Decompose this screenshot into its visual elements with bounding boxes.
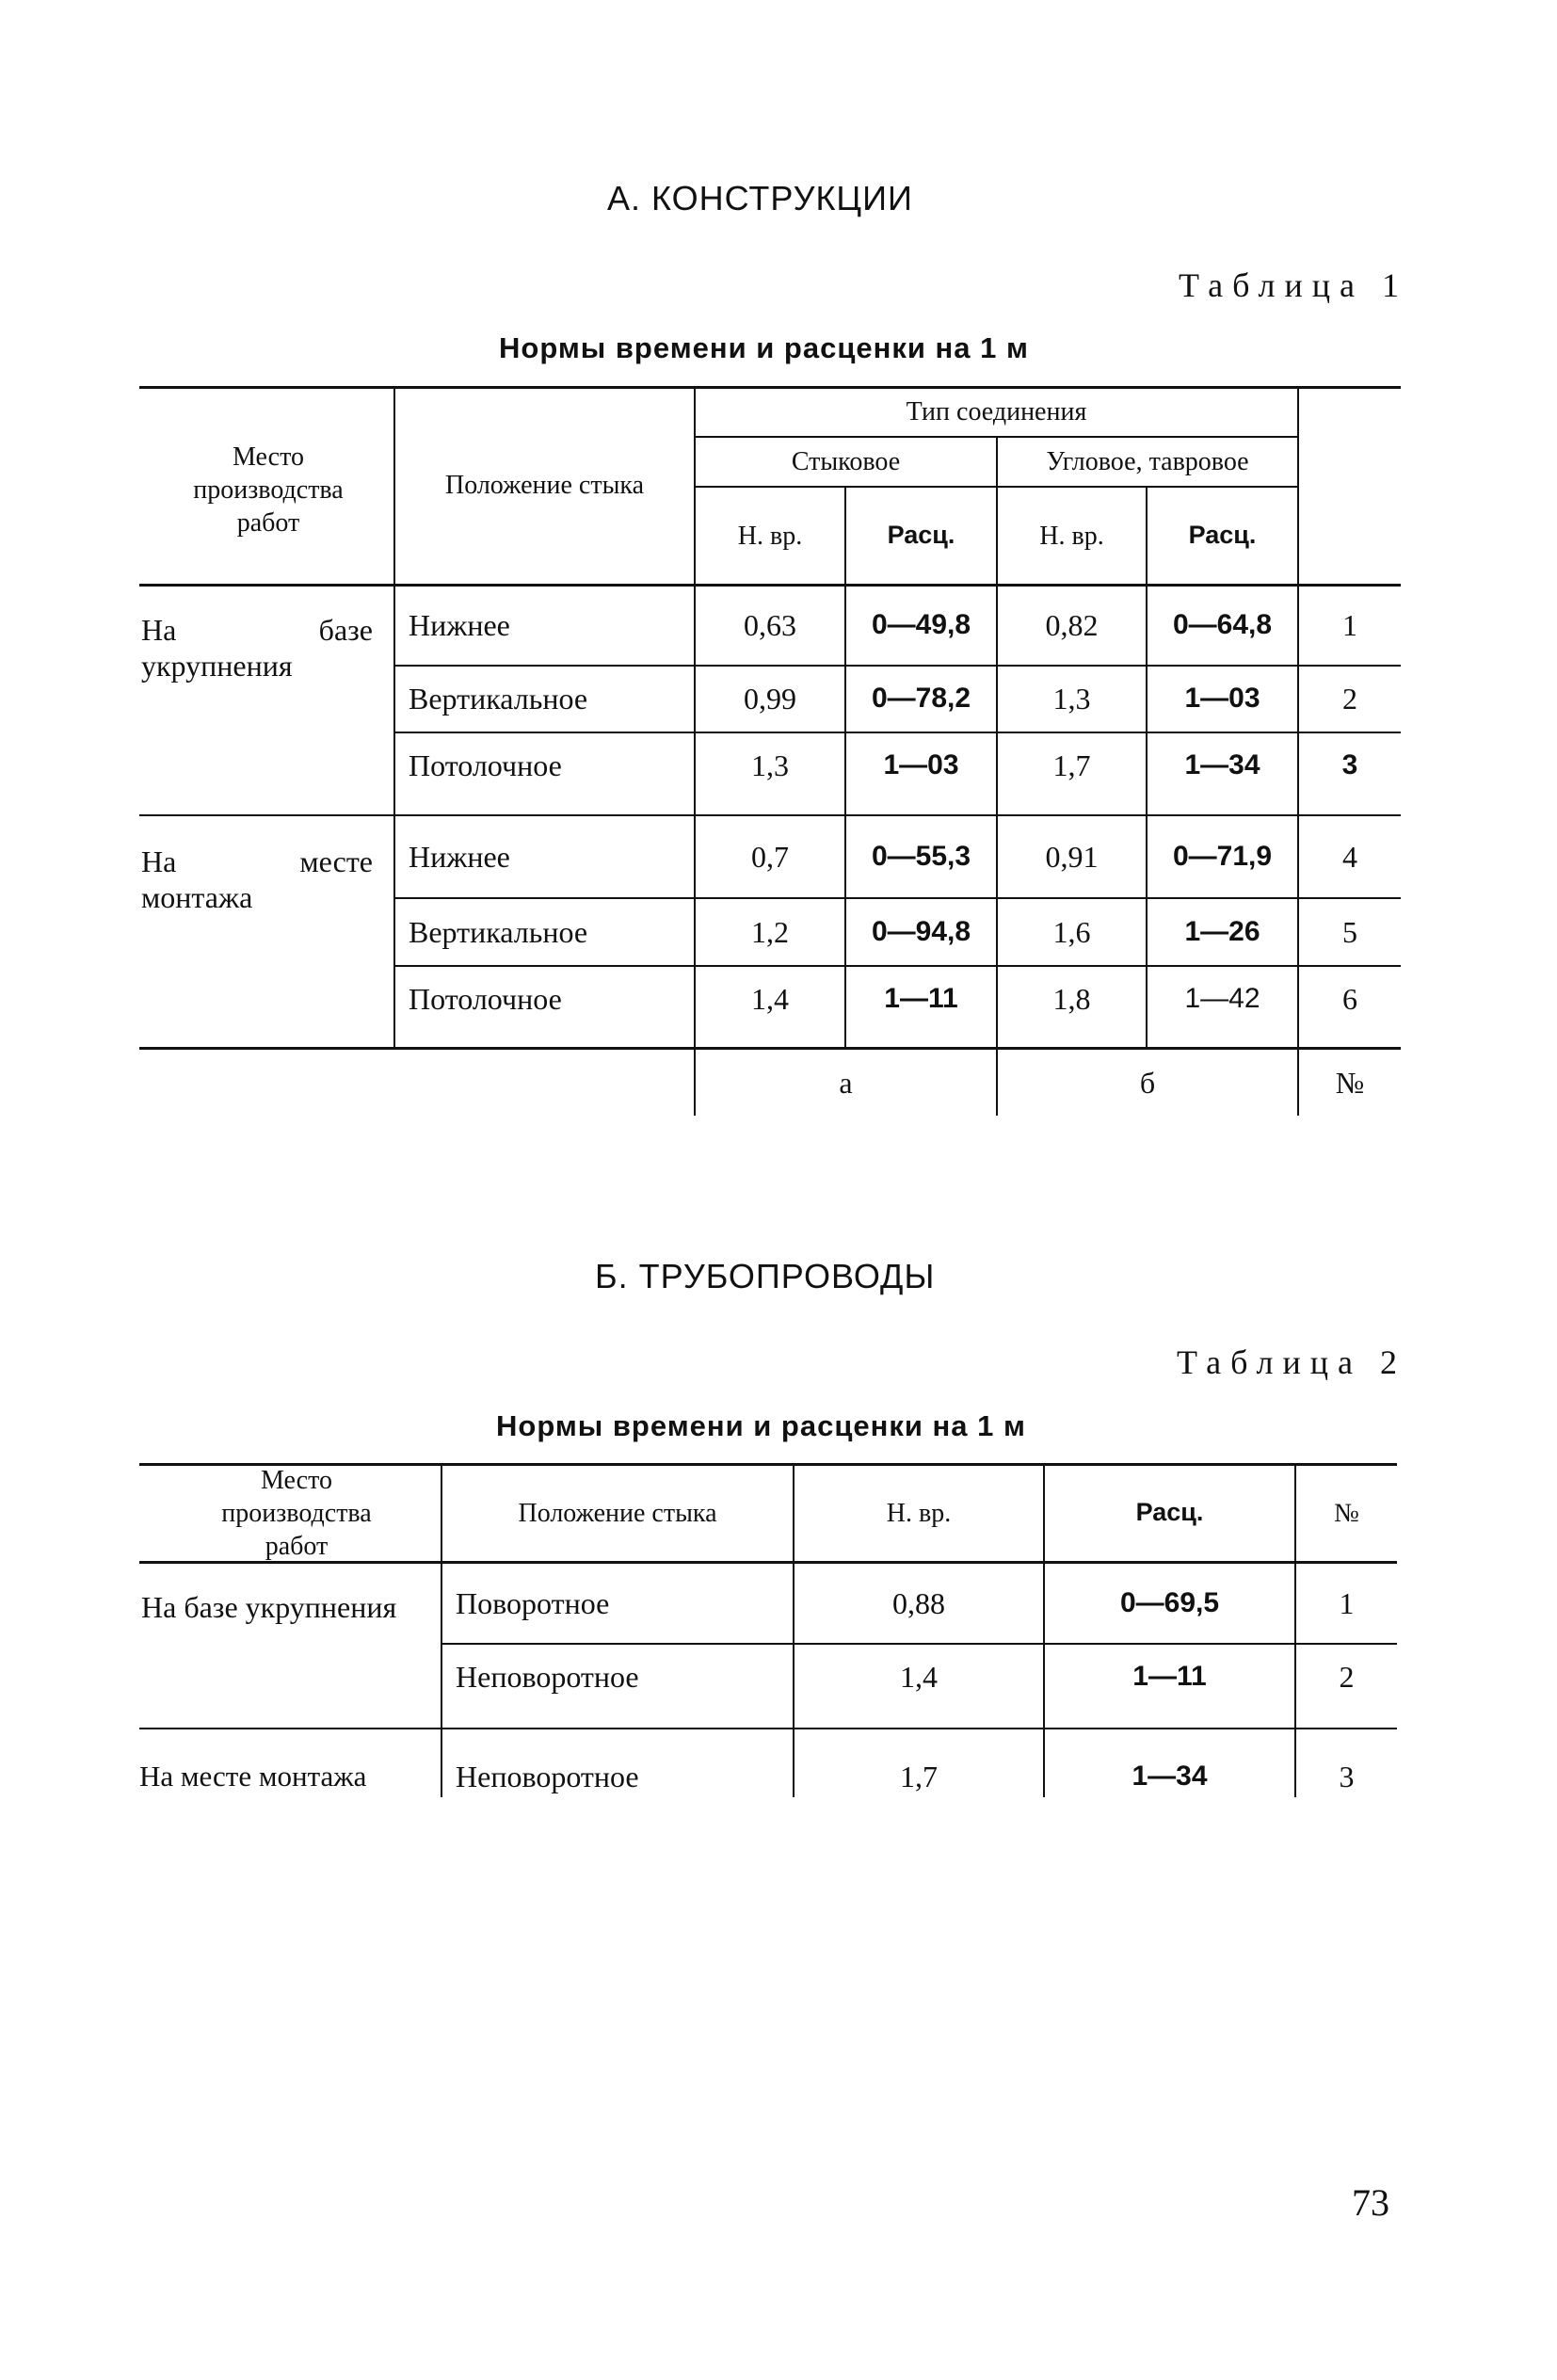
row-norm: 1,7	[900, 1759, 938, 1793]
header-butt: Стыковое	[791, 447, 901, 476]
row-number: 5	[1342, 914, 1357, 949]
row-position: Вертикальное	[409, 914, 588, 949]
row-position: Неповоротное	[456, 1659, 639, 1694]
row-butt-norm: 0,63	[744, 607, 796, 642]
row-butt-rate: 0—78,2	[871, 683, 971, 715]
row-corner-rate: 1—03	[1184, 683, 1260, 715]
page-number: 73	[1352, 2181, 1389, 2224]
section-a-title: А. КОНСТРУКЦИИ	[607, 179, 913, 217]
row-corner-norm: 1,6	[1052, 914, 1091, 949]
row-norm: 0,88	[892, 1585, 945, 1620]
group-place: На месте монтажа	[141, 844, 373, 915]
footer-column-num: №	[1335, 1065, 1365, 1100]
row-butt-rate: 0—55,3	[871, 840, 971, 872]
row-number: 3	[1339, 1759, 1355, 1793]
table-1-label: Таблица 1	[1179, 266, 1408, 304]
header-number: №	[1334, 1498, 1359, 1528]
header-joint-type: Тип соединения	[906, 397, 1087, 426]
table-1-caption: Нормы времени и расценки на 1 м	[499, 331, 1029, 364]
header-place: Место производства работ	[193, 442, 344, 538]
row-number: 2	[1342, 682, 1357, 716]
row-butt-rate: 0—94,8	[871, 915, 971, 947]
row-corner-norm: 0,82	[1045, 607, 1099, 642]
header-butt-norm: Н. вр.	[737, 521, 803, 551]
row-number: 4	[1342, 839, 1357, 874]
group-place: На базе укрупнения	[141, 613, 373, 683]
row-butt-norm: 1,4	[751, 981, 789, 1016]
header-corner-rate: Расц.	[1188, 521, 1257, 550]
row-corner-rate: 1—26	[1184, 915, 1260, 947]
header-position: Положение стыка	[444, 470, 644, 500]
row-butt-norm: 0,7	[751, 839, 789, 874]
table-2-caption: Нормы времени и расценки на 1 м	[496, 1409, 1026, 1442]
row-corner-rate: 1—34	[1184, 748, 1260, 780]
row-number: 1	[1342, 607, 1357, 642]
row-butt-norm: 1,2	[751, 914, 789, 949]
row-corner-rate: 0—71,9	[1172, 840, 1273, 872]
row-butt-rate: 0—49,8	[871, 608, 971, 640]
row-position: Поворотное	[456, 1585, 610, 1620]
row-position: Неповоротное	[456, 1759, 639, 1793]
row-corner-rate: 0—64,8	[1172, 608, 1273, 640]
row-rate: 1—34	[1132, 1760, 1208, 1792]
row-corner-norm: 1,3	[1052, 682, 1091, 716]
row-corner-norm: 1,7	[1052, 748, 1091, 782]
row-butt-rate: 1—03	[883, 748, 959, 780]
header-butt-rate: Расц.	[887, 521, 955, 550]
row-position: Потолочное	[409, 981, 562, 1016]
section-b-title: Б. ТРУБОПРОВОДЫ	[595, 1257, 936, 1295]
row-number: 3	[1341, 748, 1358, 780]
header-rate: Расц.	[1135, 1498, 1204, 1527]
row-corner-norm: 1,8	[1052, 981, 1091, 1016]
row-position: Нижнее	[409, 607, 510, 642]
header-norm: Н. вр.	[886, 1498, 952, 1528]
header-place: Место производства работ	[221, 1465, 372, 1561]
header-corner: Угловое, тавровое	[1046, 447, 1249, 476]
row-position: Нижнее	[409, 839, 510, 874]
row-butt-norm: 1,3	[751, 748, 789, 782]
row-rate: 1—11	[1132, 1660, 1207, 1692]
row-number: 2	[1339, 1659, 1355, 1694]
row-butt-norm: 0,99	[744, 682, 796, 716]
row-butt-rate: 1—11	[884, 982, 958, 1014]
table-2-label: Таблица 2	[1177, 1343, 1406, 1381]
row-corner-rate: 1—42	[1184, 982, 1260, 1014]
row-position: Вертикальное	[409, 682, 588, 716]
row-corner-norm: 0,91	[1045, 839, 1099, 874]
footer-column-b: б	[1139, 1065, 1156, 1100]
header-corner-norm: Н. вр.	[1039, 521, 1104, 551]
header-position: Положение стыка	[518, 1498, 717, 1528]
footer-column-a: а	[839, 1065, 853, 1100]
row-number: 1	[1339, 1585, 1355, 1620]
row-number: 6	[1342, 981, 1357, 1016]
group-place: На базе укрупнения	[141, 1590, 397, 1624]
group-place: На месте монтажа	[139, 1760, 367, 1793]
row-norm: 1,4	[900, 1659, 938, 1694]
row-position: Потолочное	[409, 748, 562, 782]
row-rate: 0—69,5	[1119, 1586, 1220, 1618]
